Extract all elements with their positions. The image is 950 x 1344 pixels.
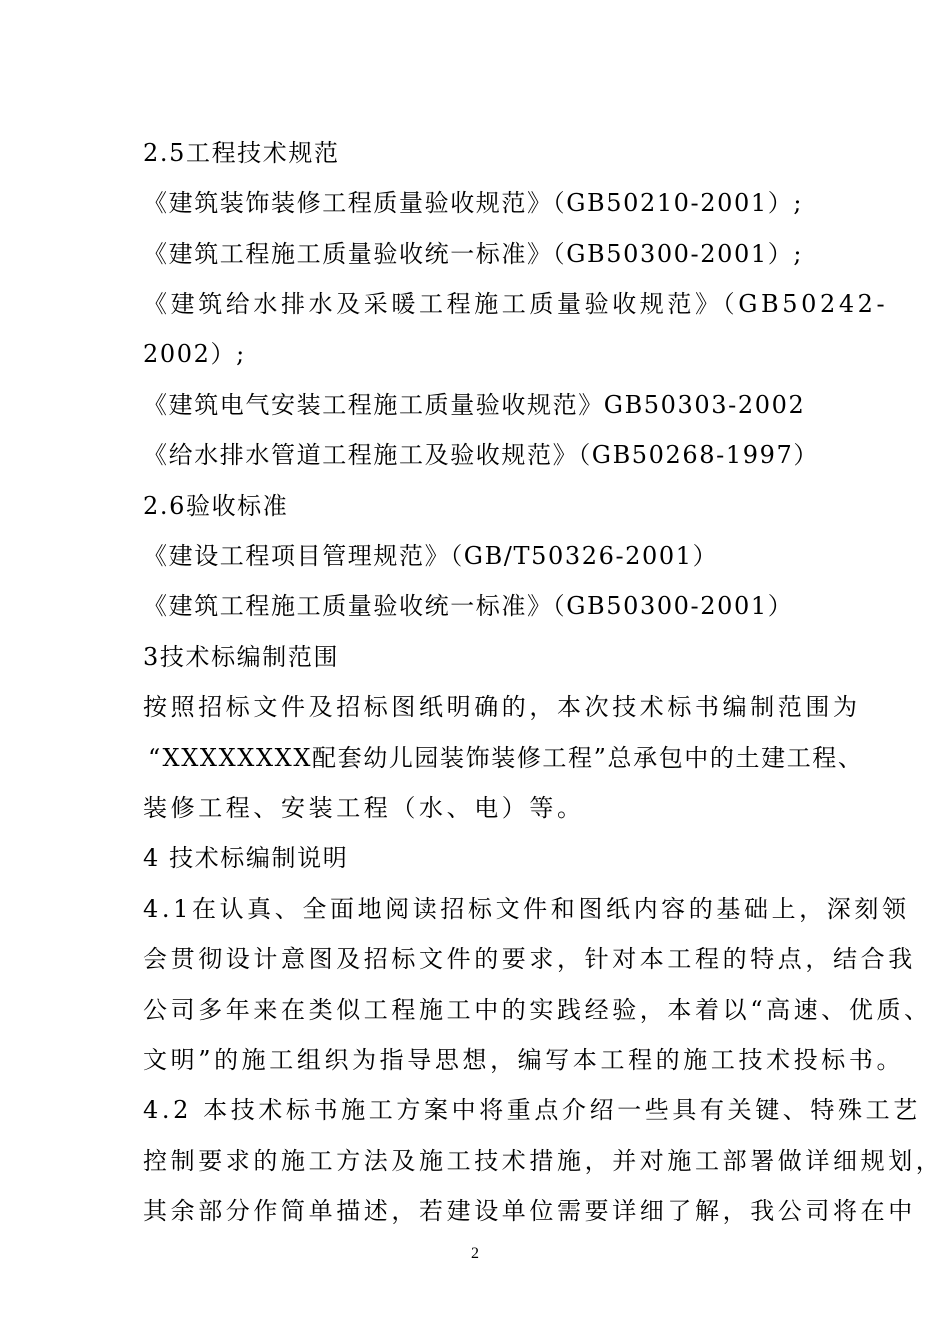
page-number: 2 [471,1245,479,1262]
paragraph-line: 按照招标文件及招标图纸明确的，本次技术标书编制范围为 [143,693,861,721]
paragraph-line: 公司多年来在类似工程施工中的实践经验，本着以“高速、优质、 [143,996,932,1024]
standard-item: 《建筑装饰装修工程质量验收规范》（GB50210-2001）; [143,189,804,217]
section-heading-3: 3技术标编制范围 [143,643,340,671]
standard-item: 《给水排水管道工程施工及验收规范》（GB50268-1997） [143,441,819,469]
paragraph-line: “XXXXXXXX配套幼儿园装饰装修工程”总承包中的土建工程、 [148,744,864,772]
paragraph-line: 文明”的施工组织为指导思想，编写本工程的施工技术投标书。 [143,1046,905,1074]
standard-item-continuation: 2002）; [143,340,246,368]
paragraph-line: 会贯彻设计意图及招标文件的要求，针对本工程的特点，结合我 [143,945,916,973]
paragraph-line: 4.2 本技术标书施工方案中将重点介绍一些具有关键、特殊工艺 [143,1096,921,1124]
paragraph-line: 4.1在认真、全面地阅读招标文件和图纸内容的基础上，深刻领 [143,895,910,923]
paragraph-line: 装修工程、安装工程（水、电）等。 [143,794,585,822]
section-heading-4: 4 技术标编制说明 [143,844,349,872]
standard-item: 《建筑电气安装工程施工质量验收规范》GB50303-2002 [143,391,806,419]
standard-item: 《建筑给水排水及采暖工程施工质量验收规范》（GB50242- [143,290,889,318]
paragraph-line: 控制要求的施工方法及施工技术措施，并对施工部署做详细规划， [143,1147,944,1175]
section-heading-2-6: 2.6验收标准 [143,492,289,520]
paragraph-line: 其余部分作简单描述，若建设单位需要详细了解，我公司将在中 [143,1197,916,1225]
section-heading-2-5: 2.5工程技术规范 [143,139,340,167]
standard-item: 《建设工程项目管理规范》（GB/T50326-2001） [143,542,719,570]
standard-item: 《建筑工程施工质量验收统一标准》（GB50300-2001） [143,592,794,620]
standard-item: 《建筑工程施工质量验收统一标准》（GB50300-2001）; [143,240,804,268]
